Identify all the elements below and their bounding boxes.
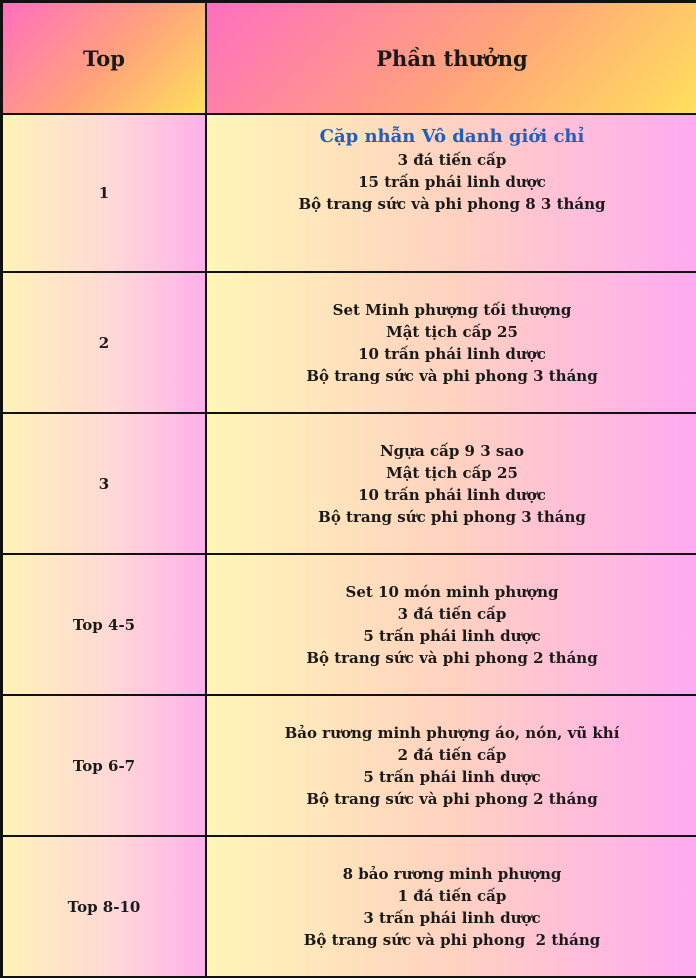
reward-cell	[206, 413, 696, 554]
rank-cell: Top 4-5	[2, 554, 206, 695]
table-row	[2, 554, 696, 695]
reward-line: 10 trấn phái linh dược	[358, 344, 546, 363]
reward-line: Bảo rương minh phượng áo, nón, vũ khí	[284, 723, 620, 742]
reward-line: Mật tịch cấp 25	[386, 322, 518, 341]
reward-cell	[206, 272, 696, 413]
reward-line: Ngựa cấp 9 3 sao	[379, 441, 525, 460]
rank-cell: 1	[2, 114, 206, 272]
header-reward: Phần thưởng	[206, 2, 696, 114]
rank-cell: Top 6-7	[2, 695, 206, 836]
reward-line: Bộ trang sức và phi phong 2 tháng	[306, 789, 598, 808]
reward-line: Set Minh phượng tối thượng	[332, 300, 572, 319]
reward-line: 8 bảo rương minh phượng	[342, 864, 562, 883]
table-row	[2, 272, 696, 413]
reward-line: Set 10 món minh phượng	[345, 582, 559, 601]
reward-cell	[206, 114, 696, 272]
reward-line: Mật tịch cấp 25	[386, 463, 518, 482]
reward-line: 3 đá tiến cấp	[397, 151, 507, 169]
table-header-row	[2, 2, 696, 114]
reward-line: 1 đá tiến cấp	[397, 886, 507, 905]
reward-line-featured: Cặp nhẫn Vô danh giới chỉ	[319, 126, 585, 147]
table-row	[2, 114, 696, 272]
header-top: Top	[2, 2, 206, 114]
reward-line: 10 trấn phái linh dược	[358, 485, 546, 504]
reward-line: Bộ trang sức và phi phong 2 tháng	[306, 648, 598, 667]
table-row	[2, 695, 696, 836]
reward-cell	[206, 554, 696, 695]
reward-line: Bộ trang sức và phi phong 8 3 tháng	[298, 195, 606, 213]
reward-line: 15 trấn phái linh dược	[358, 173, 546, 191]
reward-cell	[206, 836, 696, 977]
reward-line: Bộ trang sức và phi phong 3 tháng	[306, 366, 598, 385]
table-row	[2, 836, 696, 977]
reward-line: 3 đá tiến cấp	[397, 604, 507, 623]
reward-cell	[206, 695, 696, 836]
rank-cell: Top 8-10	[2, 836, 206, 977]
table-row	[2, 413, 696, 554]
reward-line: 5 trấn phái linh dược	[363, 626, 541, 645]
rank-cell: 3	[2, 413, 206, 554]
reward-line: 3 trấn phái linh dược	[363, 908, 541, 927]
rank-cell: 2	[2, 272, 206, 413]
reward-line: 5 trấn phái linh dược	[363, 767, 541, 786]
reward-line: Bộ trang sức và phi phong 2 tháng	[303, 930, 601, 949]
reward-line: 2 đá tiến cấp	[397, 745, 507, 764]
reward-line: Bộ trang sức phi phong 3 tháng	[318, 507, 586, 526]
